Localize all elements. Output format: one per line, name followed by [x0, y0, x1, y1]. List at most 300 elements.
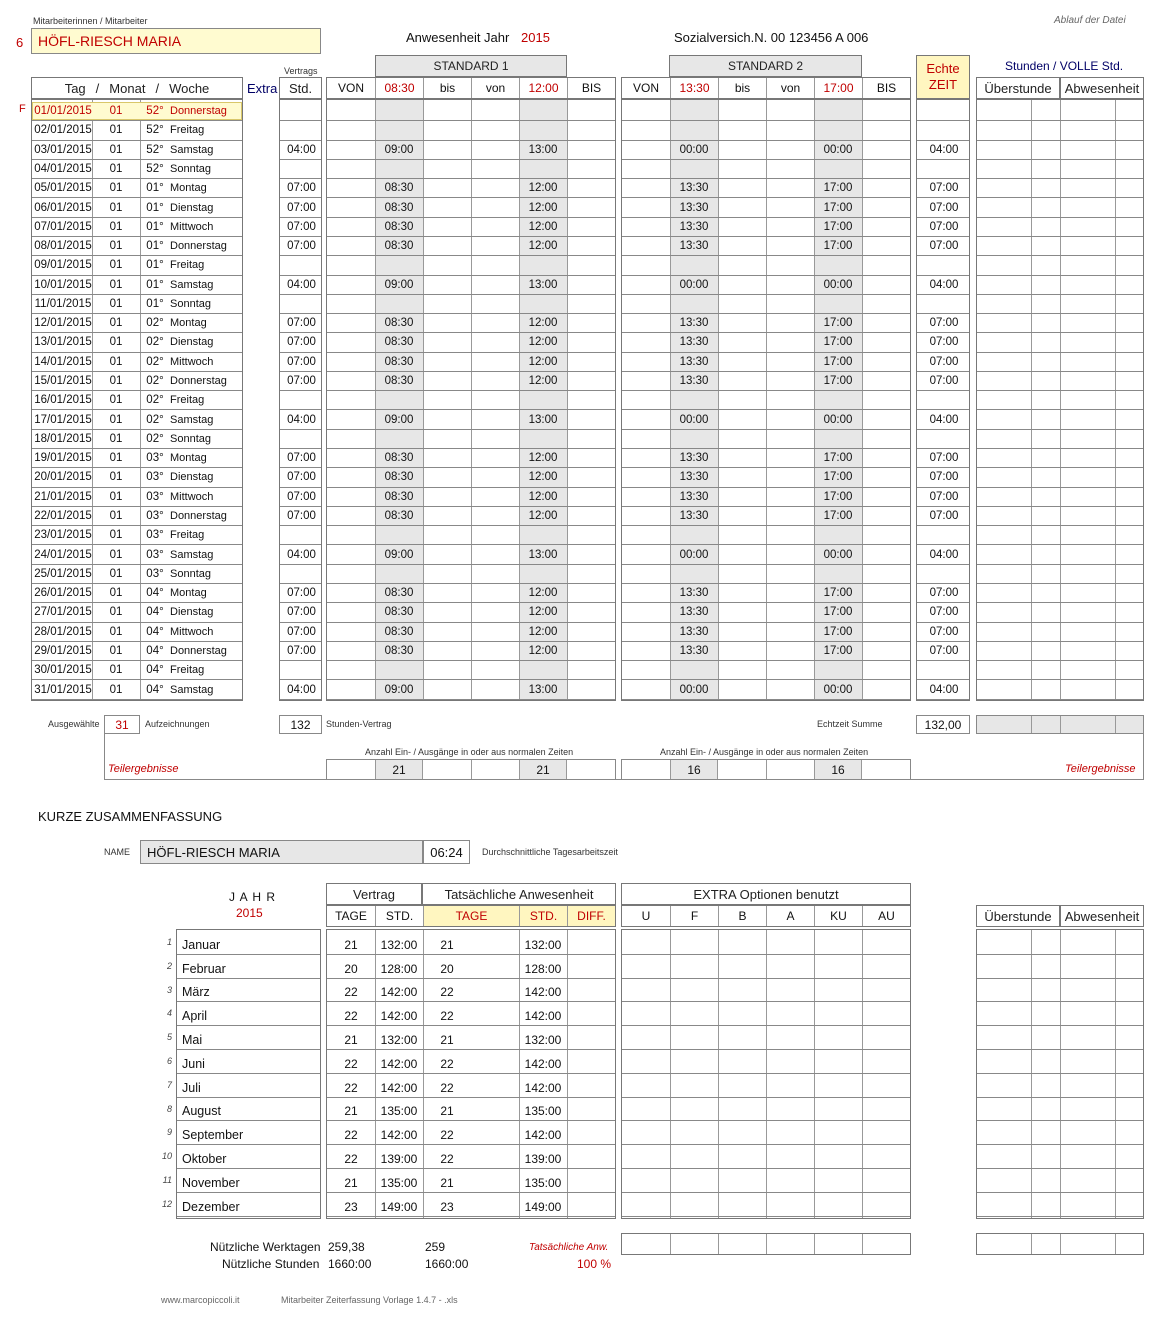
row-month[interactable]: 01 [109, 240, 123, 253]
row-month[interactable]: 01 [109, 220, 123, 233]
row-s2-start[interactable]: 13:30 [679, 606, 709, 619]
row-s2-end[interactable]: 00:00 [823, 143, 853, 156]
row-s1-start[interactable] [375, 430, 423, 448]
row-date[interactable]: 21/01/2015 [34, 490, 92, 503]
row-contract-hours[interactable]: 07:00 [287, 201, 316, 214]
row-week[interactable]: 02° [146, 336, 164, 349]
row-s2-start[interactable]: 13:30 [679, 336, 709, 349]
std-block [279, 99, 322, 701]
row-date[interactable]: 08/01/2015 [34, 240, 92, 253]
row-s2-start[interactable]: 00:00 [679, 683, 709, 696]
row-week[interactable]: 52° [146, 105, 164, 118]
row-contract-hours[interactable] [280, 102, 323, 120]
row-real-time[interactable]: 07:00 [929, 510, 959, 522]
row-s2-end[interactable]: 17:00 [823, 182, 853, 195]
month-contract-hours: 142:00 [380, 1128, 418, 1143]
row-s2-start[interactable] [670, 430, 718, 448]
row-month[interactable]: 01 [109, 683, 123, 696]
row-s1-end[interactable]: 12:00 [528, 490, 558, 503]
row-week[interactable]: 52° [146, 124, 164, 137]
row-date[interactable]: 19/01/2015 [34, 452, 92, 465]
extra-options-header: EXTRA Optionen benutzt [621, 883, 911, 905]
row-date[interactable]: 27/01/2015 [34, 606, 92, 619]
month-number: 6 [166, 1056, 172, 1066]
row-s2-end[interactable]: 17:00 [823, 240, 853, 253]
row-week[interactable]: 04° [146, 664, 164, 677]
row-date[interactable]: 25/01/2015 [34, 567, 92, 580]
row-real-time[interactable]: 07:00 [929, 625, 959, 638]
row-date[interactable]: 01/01/2015 [34, 105, 92, 118]
row-s2-end[interactable]: 00:00 [823, 683, 853, 696]
row-date[interactable]: 02/01/2015 [34, 124, 92, 137]
row-contract-hours[interactable] [280, 121, 323, 139]
row-s2-start[interactable]: 00:00 [679, 548, 709, 561]
row-s1-end[interactable]: 13:00 [528, 548, 558, 561]
row-contract-hours[interactable]: 07:00 [287, 490, 316, 503]
month-actual-days: 21 [440, 1175, 454, 1190]
row-month[interactable]: 01 [109, 664, 123, 677]
row-month[interactable]: 01 [109, 143, 123, 156]
row-date[interactable]: 14/01/2015 [34, 355, 92, 368]
row-s2-end[interactable]: 00:00 [823, 548, 853, 561]
row-s2-end[interactable]: 00:00 [823, 413, 853, 426]
actual-pct: 100 % [577, 1257, 612, 1271]
row-real-time[interactable]: 07:00 [929, 220, 959, 233]
row-date[interactable]: 06/01/2015 [34, 201, 92, 214]
row-month[interactable]: 01 [109, 201, 123, 214]
row-s1-start[interactable]: 08:30 [384, 201, 414, 214]
row-contract-hours[interactable]: 07:00 [287, 510, 316, 522]
row-contract-hours[interactable] [280, 430, 323, 448]
row-s1-end[interactable]: 12:00 [528, 471, 558, 484]
row-s2-end[interactable]: 17:00 [823, 606, 853, 619]
row-month[interactable]: 01 [109, 548, 123, 561]
row-contract-hours[interactable]: 07:00 [287, 587, 316, 600]
row-week[interactable]: 01° [146, 297, 164, 310]
row-date[interactable]: 17/01/2015 [34, 413, 92, 426]
row-contract-hours[interactable]: 07:00 [287, 606, 316, 619]
row-s1-start[interactable]: 08:30 [384, 317, 414, 330]
row-month[interactable]: 01 [109, 510, 123, 522]
row-s1-end[interactable] [519, 160, 567, 178]
row-week[interactable]: 04° [146, 587, 164, 600]
row-date[interactable]: 28/01/2015 [34, 625, 92, 638]
row-s1-start[interactable]: 08:30 [384, 510, 414, 522]
row-s2-start[interactable]: 13:30 [679, 625, 709, 638]
row-s2-start[interactable] [670, 295, 718, 313]
row-month[interactable]: 01 [109, 587, 123, 600]
row-s2-end[interactable]: 17:00 [823, 587, 853, 600]
row-contract-hours[interactable]: 04:00 [287, 548, 316, 561]
row-s2-end[interactable]: 17:00 [823, 452, 853, 465]
row-s1-end[interactable]: 12:00 [528, 606, 558, 619]
row-s1-end[interactable]: 12:00 [528, 336, 558, 349]
row-date[interactable]: 16/01/2015 [34, 394, 92, 407]
row-week[interactable]: 03° [146, 452, 164, 465]
row-s1-start[interactable]: 08:30 [384, 471, 414, 484]
row-s2-start[interactable]: 13:30 [679, 644, 709, 657]
row-contract-hours[interactable]: 04:00 [287, 143, 316, 156]
row-s1-end[interactable] [519, 430, 567, 448]
row-contract-hours[interactable] [280, 160, 323, 178]
row-date[interactable]: 20/01/2015 [34, 471, 92, 484]
row-real-time[interactable]: 04:00 [929, 683, 959, 696]
row-real-time[interactable]: 07:00 [929, 182, 959, 195]
row-week[interactable]: 04° [146, 625, 164, 638]
row-s2-start[interactable] [670, 565, 718, 583]
month-contract-hours: 132:00 [380, 937, 418, 952]
row-s1-end[interactable] [519, 121, 567, 139]
row-s2-start[interactable]: 00:00 [679, 413, 709, 426]
row-s1-start[interactable] [375, 160, 423, 178]
row-s1-start[interactable]: 09:00 [384, 548, 414, 561]
row-month[interactable]: 01 [109, 162, 123, 175]
row-s1-start[interactable] [375, 391, 423, 409]
row-s1-start[interactable]: 08:30 [384, 182, 414, 195]
hours-block [976, 99, 1144, 701]
row-month[interactable]: 01 [109, 105, 123, 118]
row-week[interactable]: 03° [146, 529, 164, 542]
row-week[interactable]: 03° [146, 510, 164, 522]
row-s1-start[interactable] [375, 565, 423, 583]
row-week[interactable]: 01° [146, 240, 164, 253]
row-week[interactable]: 52° [146, 143, 164, 156]
row-s1-end[interactable]: 12:00 [528, 220, 558, 233]
row-s1-end[interactable]: 13:00 [528, 683, 558, 696]
row-s2-start[interactable] [670, 121, 718, 139]
row-s1-start[interactable]: 08:30 [384, 625, 414, 638]
row-s1-end[interactable]: 12:00 [528, 587, 558, 600]
row-date[interactable]: 12/01/2015 [34, 317, 92, 330]
row-s2-start[interactable]: 13:30 [679, 490, 709, 503]
row-week[interactable]: 02° [146, 375, 164, 388]
row-week[interactable]: 02° [146, 413, 164, 426]
row-week[interactable]: 04° [146, 683, 164, 696]
row-s1-end[interactable] [519, 526, 567, 544]
row-date[interactable]: 11/01/2015 [34, 297, 92, 310]
row-real-time[interactable]: 04:00 [929, 413, 959, 426]
month-contract-days: 21 [344, 937, 358, 952]
row-week[interactable]: 03° [146, 471, 164, 484]
row-real-time[interactable] [917, 430, 971, 448]
footer-site[interactable]: www.marcopiccoli.it [161, 1295, 240, 1305]
row-real-time[interactable]: 04:00 [929, 143, 959, 156]
row-real-time[interactable]: 07:00 [929, 317, 959, 330]
row-contract-hours[interactable]: 04:00 [287, 683, 316, 696]
row-contract-hours[interactable]: 07:00 [287, 375, 316, 388]
row-month[interactable]: 01 [109, 529, 123, 542]
row-s2-start[interactable]: 13:30 [679, 220, 709, 233]
row-contract-hours[interactable]: 07:00 [287, 317, 316, 330]
row-week[interactable]: 01° [146, 278, 164, 291]
row-s2-end[interactable]: 17:00 [823, 490, 853, 503]
row-contract-hours[interactable]: 07:00 [287, 182, 316, 195]
row-s2-start[interactable]: 13:30 [679, 375, 709, 388]
row-month[interactable]: 01 [109, 625, 123, 638]
row-s2-end[interactable]: 17:00 [823, 201, 853, 214]
row-real-time[interactable]: 04:00 [929, 548, 959, 561]
row-contract-hours[interactable]: 07:00 [287, 625, 316, 638]
row-date[interactable]: 15/01/2015 [34, 375, 92, 388]
row-month[interactable]: 01 [109, 413, 123, 426]
row-s1-start[interactable]: 08:30 [384, 644, 414, 657]
row-s2-end[interactable]: 17:00 [823, 375, 853, 388]
row-week[interactable]: 03° [146, 548, 164, 561]
row-real-time[interactable] [917, 160, 971, 178]
row-real-time[interactable]: 07:00 [929, 201, 959, 214]
row-s2-end[interactable]: 17:00 [823, 625, 853, 638]
row-real-time[interactable]: 07:00 [929, 644, 959, 657]
row-s2-start[interactable]: 00:00 [679, 143, 709, 156]
row-s1-end[interactable]: 13:00 [528, 413, 558, 426]
row-date[interactable]: 31/01/2015 [34, 683, 92, 696]
row-s2-end[interactable]: 00:00 [823, 278, 853, 291]
row-month[interactable]: 01 [109, 452, 123, 465]
row-week[interactable]: 02° [146, 317, 164, 330]
row-s2-start[interactable]: 13:30 [679, 240, 709, 253]
row-s2-end[interactable]: 17:00 [823, 317, 853, 330]
row-s2-start[interactable] [670, 661, 718, 679]
row-contract-hours[interactable] [280, 526, 323, 544]
row-date[interactable]: 24/01/2015 [34, 548, 92, 561]
row-real-time[interactable]: 07:00 [929, 355, 959, 368]
row-s1-end[interactable] [519, 565, 567, 583]
row-real-time[interactable] [917, 526, 971, 544]
month-name: Oktober [182, 1152, 227, 1167]
row-s1-end[interactable]: 12:00 [528, 644, 558, 657]
row-s2-start[interactable] [670, 160, 718, 178]
row-month[interactable]: 01 [109, 471, 123, 484]
row-s2-start[interactable]: 13:30 [679, 471, 709, 484]
row-s1-end[interactable]: 13:00 [528, 278, 558, 291]
row-s1-start[interactable] [375, 121, 423, 139]
row-s1-end[interactable]: 12:00 [528, 201, 558, 214]
row-date[interactable]: 07/01/2015 [34, 220, 92, 233]
row-s2-start[interactable]: 00:00 [679, 278, 709, 291]
row-s2-end[interactable] [814, 121, 862, 139]
row-s2-start[interactable]: 13:30 [679, 317, 709, 330]
row-s1-start[interactable] [375, 526, 423, 544]
row-real-time[interactable] [917, 256, 971, 274]
row-s1-end[interactable]: 13:00 [528, 143, 558, 156]
row-s1-end[interactable] [519, 295, 567, 313]
row-s1-start[interactable]: 08:30 [384, 490, 414, 503]
row-real-time[interactable]: 04:00 [929, 278, 959, 291]
row-s1-start[interactable]: 08:30 [384, 240, 414, 253]
row-s1-end[interactable]: 12:00 [528, 355, 558, 368]
row-date[interactable]: 05/01/2015 [34, 182, 92, 195]
row-s2-start[interactable]: 13:30 [679, 182, 709, 195]
row-s2-start[interactable] [670, 102, 718, 120]
row-date[interactable]: 26/01/2015 [34, 587, 92, 600]
row-month[interactable]: 01 [109, 490, 123, 503]
row-s1-end[interactable]: 12:00 [528, 625, 558, 638]
row-real-time[interactable]: 07:00 [929, 452, 959, 465]
row-s1-start[interactable]: 09:00 [384, 413, 414, 426]
row-real-time[interactable]: 07:00 [929, 490, 959, 503]
row-contract-hours[interactable]: 04:00 [287, 413, 316, 426]
row-contract-hours[interactable]: 07:00 [287, 220, 316, 233]
row-real-time[interactable]: 07:00 [929, 471, 959, 484]
row-s1-start[interactable]: 08:30 [384, 355, 414, 368]
row-s2-end[interactable]: 17:00 [823, 644, 853, 657]
row-week[interactable]: 03° [146, 567, 164, 580]
row-date[interactable]: 23/01/2015 [34, 529, 92, 542]
summary-name-field: HÖFL-RIESCH MARIA [140, 840, 423, 864]
row-s1-end[interactable] [519, 102, 567, 120]
row-s1-start[interactable]: 08:30 [384, 220, 414, 233]
row-s1-end[interactable]: 12:00 [528, 375, 558, 388]
row-s2-end[interactable]: 17:00 [823, 336, 853, 349]
row-contract-hours[interactable]: 07:00 [287, 355, 316, 368]
social-security-number: Sozialversich.N. 00 123456 A 006 [674, 30, 869, 45]
row-week[interactable]: 03° [146, 490, 164, 503]
row-s2-end[interactable] [814, 160, 862, 178]
row-contract-hours[interactable]: 07:00 [287, 452, 316, 465]
row-week[interactable]: 02° [146, 432, 164, 445]
row-week[interactable]: 01° [146, 259, 164, 272]
row-s2-start[interactable]: 13:30 [679, 452, 709, 465]
row-month[interactable]: 01 [109, 394, 123, 407]
row-s1-start[interactable]: 09:00 [384, 683, 414, 696]
month-number: 3 [166, 984, 172, 995]
row-s2-end[interactable] [814, 102, 862, 120]
row-s1-start[interactable] [375, 295, 423, 313]
row-s1-end[interactable]: 12:00 [528, 182, 558, 195]
row-date[interactable]: 10/01/2015 [34, 278, 92, 291]
row-date[interactable]: 04/01/2015 [34, 162, 92, 175]
row-s2-end[interactable] [814, 256, 862, 274]
row-date[interactable]: 22/01/2015 [34, 510, 92, 522]
row-week[interactable]: 04° [146, 644, 164, 657]
row-s2-end[interactable] [814, 565, 862, 583]
row-date[interactable]: 30/01/2015 [34, 664, 92, 677]
row-month[interactable]: 01 [109, 432, 123, 445]
month-actual-days: 22 [440, 1080, 454, 1095]
row-s1-start[interactable] [375, 661, 423, 679]
row-real-time[interactable] [917, 391, 971, 409]
row-s1-start[interactable]: 08:30 [384, 375, 414, 388]
extra-option-u: U [641, 909, 651, 923]
row-s2-start[interactable]: 13:30 [679, 510, 709, 522]
echte-zeit-header: Echte ZEIT [916, 55, 970, 99]
row-s1-start[interactable]: 09:00 [384, 143, 414, 156]
row-s2-end[interactable] [814, 391, 862, 409]
row-real-time[interactable]: 07:00 [929, 240, 959, 253]
row-week[interactable]: 04° [146, 606, 164, 619]
row-contract-hours[interactable]: 07:00 [287, 471, 316, 484]
row-contract-hours[interactable] [280, 661, 323, 679]
row-contract-hours[interactable]: 07:00 [287, 644, 316, 657]
row-contract-hours[interactable] [280, 391, 323, 409]
row-month[interactable]: 01 [109, 278, 123, 291]
row-contract-hours[interactable] [280, 565, 323, 583]
row-month[interactable]: 01 [109, 606, 123, 619]
row-real-time[interactable] [917, 121, 971, 139]
row-s2-start[interactable]: 13:30 [679, 201, 709, 214]
row-month[interactable]: 01 [109, 644, 123, 657]
row-month[interactable]: 01 [109, 182, 123, 195]
row-date[interactable]: 29/01/2015 [34, 644, 92, 657]
row-s1-start[interactable]: 08:30 [384, 336, 414, 349]
row-week[interactable]: 02° [146, 394, 164, 407]
row-s2-end[interactable]: 17:00 [823, 510, 853, 522]
row-real-time[interactable]: 07:00 [929, 375, 959, 388]
row-real-time[interactable] [917, 661, 971, 679]
tag-header: Tag [64, 80, 86, 96]
row-contract-hours[interactable]: 07:00 [287, 336, 316, 349]
month-contract-hours: 139:00 [380, 1152, 418, 1167]
row-s2-end[interactable] [814, 295, 862, 313]
row-month[interactable]: 01 [109, 124, 123, 137]
row-date[interactable]: 09/01/2015 [34, 259, 92, 272]
row-real-time[interactable] [917, 565, 971, 583]
row-s1-start[interactable]: 09:00 [384, 278, 414, 291]
row-s1-end[interactable]: 12:00 [528, 452, 558, 465]
row-s1-end[interactable] [519, 391, 567, 409]
row-s1-start[interactable] [375, 102, 423, 120]
row-s1-end[interactable]: 12:00 [528, 510, 558, 522]
row-real-time[interactable]: 07:00 [929, 336, 959, 349]
row-s2-end[interactable]: 17:00 [823, 355, 853, 368]
row-s2-start[interactable] [670, 391, 718, 409]
row-s1-start[interactable]: 08:30 [384, 606, 414, 619]
row-s1-end[interactable] [519, 256, 567, 274]
row-week[interactable]: 01° [146, 201, 164, 214]
row-week[interactable]: 52° [146, 162, 164, 175]
row-date[interactable]: 03/01/2015 [34, 143, 92, 156]
row-s2-start[interactable]: 13:30 [679, 355, 709, 368]
row-s1-start[interactable] [375, 256, 423, 274]
row-s2-start[interactable] [670, 526, 718, 544]
employee-name-field[interactable]: HÖFL-RIESCH MARIA [31, 28, 321, 54]
row-s2-end[interactable] [814, 661, 862, 679]
row-s2-start[interactable] [670, 256, 718, 274]
row-month[interactable]: 01 [109, 297, 123, 310]
row-s2-end[interactable] [814, 526, 862, 544]
row-real-time[interactable]: 07:00 [929, 606, 959, 619]
row-s1-end[interactable]: 12:00 [528, 317, 558, 330]
row-contract-hours[interactable] [280, 256, 323, 274]
row-contract-hours[interactable] [280, 295, 323, 313]
row-s2-end[interactable]: 17:00 [823, 220, 853, 233]
row-date[interactable]: 18/01/2015 [34, 432, 92, 445]
row-s1-end[interactable]: 12:00 [528, 240, 558, 253]
row-s2-end[interactable]: 17:00 [823, 471, 853, 484]
standard1-header: STANDARD 1 [375, 55, 567, 77]
row-real-time[interactable] [917, 295, 971, 313]
row-month[interactable]: 01 [109, 375, 123, 388]
row-month[interactable]: 01 [109, 567, 123, 580]
row-s2-start[interactable]: 13:30 [679, 587, 709, 600]
row-week[interactable]: 01° [146, 220, 164, 233]
row-month[interactable]: 01 [109, 336, 123, 349]
row-month[interactable]: 01 [109, 355, 123, 368]
row-real-time[interactable]: 07:00 [929, 587, 959, 600]
row-date[interactable]: 13/01/2015 [34, 336, 92, 349]
row-contract-hours[interactable]: 04:00 [287, 278, 316, 291]
row-contract-hours[interactable]: 07:00 [287, 240, 316, 253]
row-week[interactable]: 02° [146, 355, 164, 368]
row-s2-end[interactable] [814, 430, 862, 448]
row-week[interactable]: 01° [146, 182, 164, 195]
row-month[interactable]: 01 [109, 317, 123, 330]
row-s1-start[interactable]: 08:30 [384, 587, 414, 600]
row-s1-start[interactable]: 08:30 [384, 452, 414, 465]
row-real-time[interactable] [917, 102, 971, 120]
row-month[interactable]: 01 [109, 259, 123, 272]
row-s1-end[interactable] [519, 661, 567, 679]
